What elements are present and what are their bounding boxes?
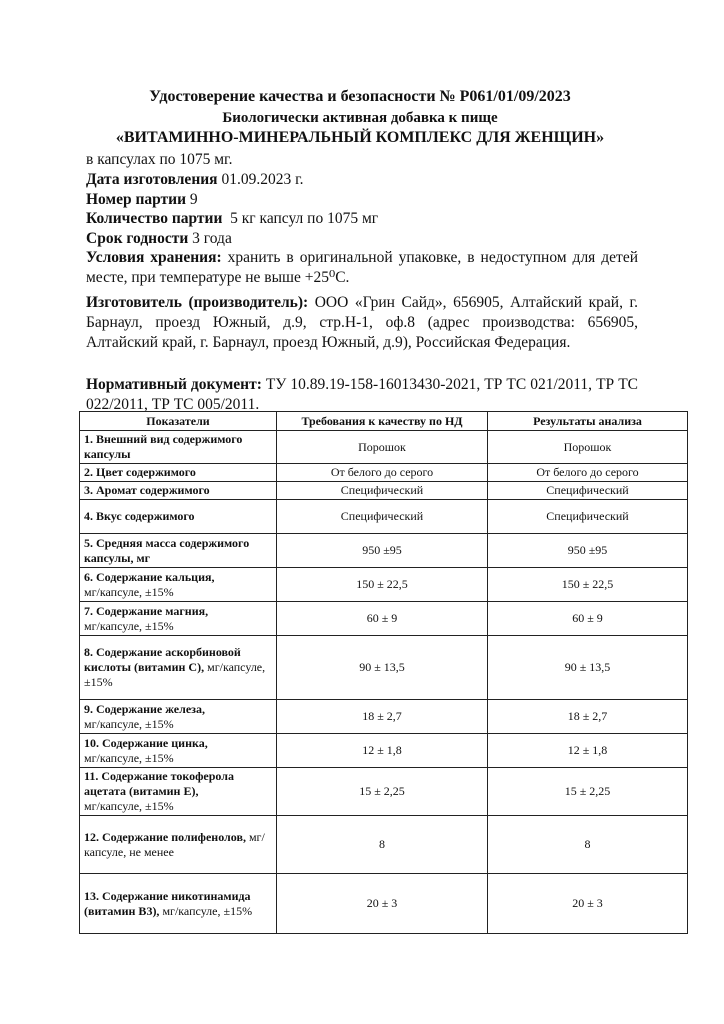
maker-label: Изготовитель (производитель): <box>86 294 309 311</box>
quantity-value: 5 кг капсул по 1075 мг <box>230 210 379 227</box>
manufacture-date-value: 01.09.2023 г. <box>221 171 304 188</box>
batch-number <box>86 190 198 209</box>
result-value: 60 ± 9 <box>488 602 688 636</box>
certificate-title: Удостоверение качества и безопасности № Р061/01/09/2023 <box>149 88 571 105</box>
table-row <box>80 602 688 636</box>
batch-label: Номер партии <box>86 191 187 208</box>
column-header-requirements: Требования к качеству по НД <box>277 412 488 431</box>
requirement-value: 150 ± 22,5 <box>277 568 488 602</box>
table-row <box>80 734 688 768</box>
requirement-value: 8 <box>277 816 488 874</box>
manufacture-date-label: Дата изготовления <box>86 171 218 188</box>
indicator-name <box>80 500 277 534</box>
table-row <box>80 500 688 534</box>
requirement-value: От белого до серого <box>277 464 488 482</box>
indicator-name <box>80 534 277 568</box>
indicator-title: 11. Содержание токоферола ацетата (витамин Е), <box>84 769 234 798</box>
column-header-indicator: Показатели <box>80 412 277 431</box>
indicator-name <box>80 431 277 464</box>
indicator-name <box>80 734 277 768</box>
table-row <box>80 464 688 482</box>
indicator-name <box>80 636 277 700</box>
storage-conditions <box>86 248 638 288</box>
normative-document <box>86 375 638 415</box>
requirement-value: Порошок <box>277 431 488 464</box>
manufacturer <box>86 293 638 353</box>
column-header-results: Результаты анализа <box>488 412 688 431</box>
requirement-value: 60 ± 9 <box>277 602 488 636</box>
table-row <box>80 874 688 934</box>
batch-quantity <box>86 209 378 228</box>
indicator-title: 8. Содержание аскорбиновой кислоты (витамин С), <box>84 645 241 674</box>
table-row <box>80 816 688 874</box>
requirement-value: 18 ± 2,7 <box>277 700 488 734</box>
indicator-unit: мг/капсуле, ±15% <box>84 660 266 689</box>
indicator-name <box>80 464 277 482</box>
result-value: 20 ± 3 <box>488 874 688 934</box>
indicator-title: 4. Вкус содержимого <box>84 509 195 523</box>
indicator-title: 9. Содержание железа, <box>84 701 205 716</box>
indicator-title: 5. Средняя масса содержимого капсулы, мг <box>84 535 250 565</box>
result-value: 150 ± 22,5 <box>488 568 688 602</box>
indicator-title: 2. Цвет содержимого <box>84 465 196 479</box>
supplement-subtitle: Биологически активная добавка к пище <box>222 110 498 126</box>
indicator-unit: мг/капсуле, ±15% <box>84 584 174 599</box>
maker-value: ООО «Грин Сайд», 656905, Алтайский край, г. Барнаул, проезд Южный, д.9, стр.Н-1, оф.8 (адрес производства: 656905, Алтайский край, г. Барнаул, проезд Южный, д.9), Российская Федерация. <box>86 294 638 351</box>
requirement-value: Специфический <box>277 500 488 534</box>
table-row <box>80 700 688 734</box>
indicator-title: 13. Содержание никотинамида (витамин В3), <box>84 888 251 918</box>
indicator-title: 10. Содержание цинка, <box>84 735 208 750</box>
indicator-title: 1. Внешний вид содержимого капсулы <box>84 432 243 461</box>
result-value: Порошок <box>488 431 688 464</box>
indicator-name <box>80 816 277 874</box>
result-value: 8 <box>488 816 688 874</box>
storage-value: хранить в оригинальной упаковке, в недоступном для детей месте, при температуре не выше +25⁰С. <box>86 249 639 286</box>
indicator-unit: мг/капсуле, не менее <box>84 829 265 859</box>
requirement-value: 15 ± 2,25 <box>277 768 488 816</box>
indicator-name <box>80 482 277 500</box>
manufacture-date <box>86 170 304 189</box>
batch-value: 9 <box>189 191 198 208</box>
indicator-unit: мг/капсуле, ±15% <box>84 750 174 765</box>
requirement-value: 90 ± 13,5 <box>277 636 488 700</box>
table-row <box>80 534 688 568</box>
indicator-name <box>80 602 277 636</box>
shelf-life <box>86 229 232 248</box>
table-row <box>80 482 688 500</box>
shelf-label: Срок годности <box>86 230 189 247</box>
result-value: 950 ±95 <box>488 534 688 568</box>
indicator-unit: мг/капсуле, ±15% <box>162 903 253 918</box>
indicator-unit: мг/капсуле, ±15% <box>84 618 174 633</box>
indicator-name <box>80 874 277 934</box>
requirement-value: 950 ±95 <box>277 534 488 568</box>
result-value: 18 ± 2,7 <box>488 700 688 734</box>
result-value: 90 ± 13,5 <box>488 636 688 700</box>
indicator-title: 6. Содержание кальция, <box>84 569 215 584</box>
quality-table <box>79 411 688 934</box>
table-row <box>80 768 688 816</box>
requirement-value: 12 ± 1,8 <box>277 734 488 768</box>
requirement-value: 20 ± 3 <box>277 874 488 934</box>
result-value: От белого до серого <box>488 464 688 482</box>
capsule-form: в капсулах по 1075 мг. <box>86 151 233 168</box>
result-value: Специфический <box>488 500 688 534</box>
quantity-label: Количество партии <box>86 210 223 227</box>
table-row <box>80 568 688 602</box>
table-row <box>80 431 688 464</box>
indicator-unit: мг/капсуле, ±15% <box>84 799 174 813</box>
product-name: «ВИТАМИННО-МИНЕРАЛЬНЫЙ КОМПЛЕКС ДЛЯ ЖЕНЩИН» <box>115 129 605 146</box>
indicator-name <box>80 700 277 734</box>
indicator-title: 3. Аромат содержимого <box>84 483 210 497</box>
shelf-value: 3 года <box>192 230 232 247</box>
result-value: 12 ± 1,8 <box>488 734 688 768</box>
indicator-title: 12. Содержание полифенолов, <box>84 829 246 844</box>
table-row <box>80 636 688 700</box>
requirement-value: Специфический <box>277 482 488 500</box>
indicator-title: 7. Содержание магния, <box>84 603 209 618</box>
indicator-name <box>80 768 277 816</box>
indicator-unit: мг/капсуле, ±15% <box>84 716 174 731</box>
normative-value: ТУ 10.89.19-158-16013430-2021, ТР ТС 021/2011, ТР ТС 022/2011, ТР ТС 005/2011. <box>86 376 638 413</box>
normative-label: Нормативный документ: <box>86 376 262 393</box>
indicator-name <box>80 568 277 602</box>
table-header-row <box>80 412 688 431</box>
storage-label: Условия хранения: <box>86 249 222 266</box>
result-value: 15 ± 2,25 <box>488 768 688 816</box>
result-value: Специфический <box>488 482 688 500</box>
